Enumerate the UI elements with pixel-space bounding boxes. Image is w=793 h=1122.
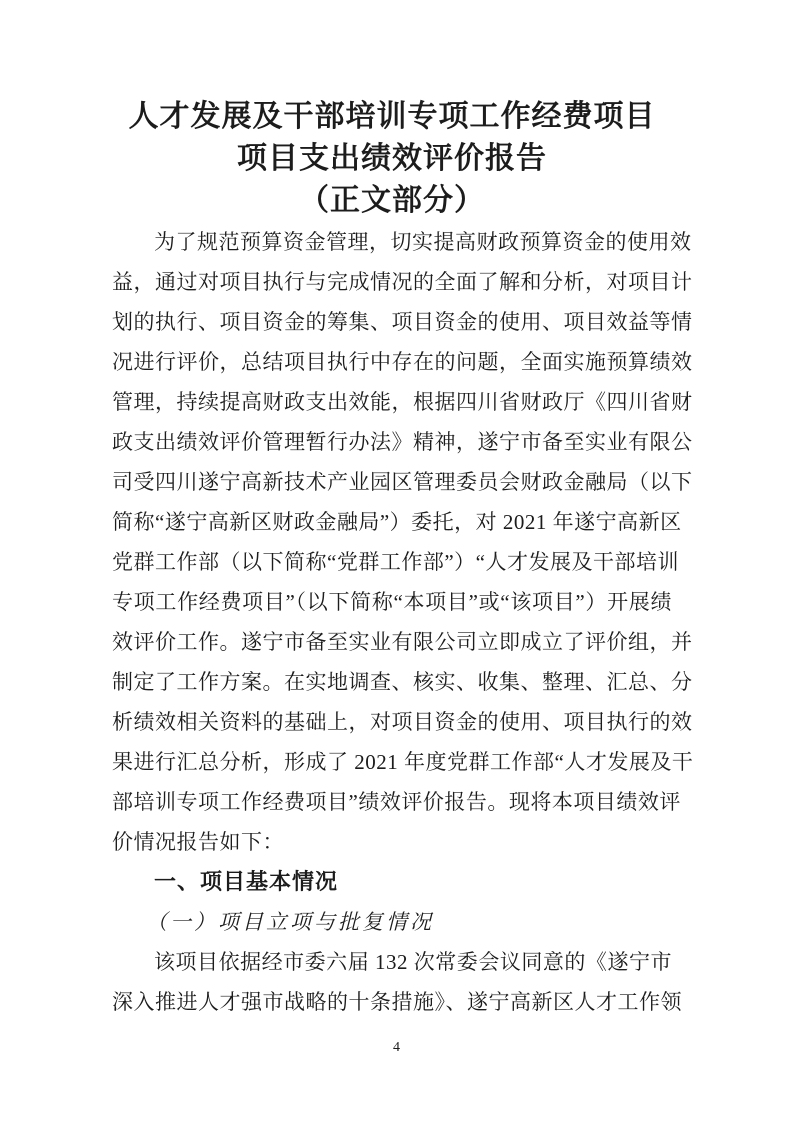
- section-1-1-subheading: （一）项目立项与批复情况: [146, 910, 434, 934]
- page-number: 4: [393, 1040, 400, 1055]
- paragraph-line: 管理，持续提高财政支出效能，根据四川省财政厅《四川省财: [112, 390, 693, 414]
- paragraph-line: 党群工作部（以下简称“党群工作部”）“人才发展及干部培训: [112, 550, 679, 574]
- report-title-line-1: 人才发展及干部培训专项工作经费项目: [128, 100, 656, 133]
- paragraph-line: 司受四川遂宁高新技术产业园区管理委员会财政金融局（以下: [112, 470, 693, 494]
- paragraph-line: 价情况报告如下：: [112, 830, 284, 854]
- paragraph-line: 政支出绩效评价管理暂行办法》精神，遂宁市备至实业有限公: [112, 430, 693, 454]
- paragraph-line: 制定了工作方案。在实地调查、核实、收集、整理、汇总、分: [112, 670, 693, 694]
- paragraph-line: 深入推进人才强市战略的十条措施》、遂宁高新区人才工作领: [112, 990, 682, 1014]
- paragraph-line: 效评价工作。遂宁市备至实业有限公司立即成立了评价组，并: [112, 630, 693, 654]
- paragraph-line: 简称“遂宁高新区财政金融局”）委托，对 2021 年遂宁高新区: [112, 510, 682, 534]
- intro-paragraph: [112, 222, 694, 862]
- paragraph-line: 况进行评价，总结项目执行中存在的问题，全面实施预算绩效: [112, 350, 693, 374]
- section-1-heading: 一、项目基本情况: [154, 869, 339, 894]
- report-title-line-3: （正文部分）: [299, 184, 485, 217]
- paragraph-line: 划的执行、项目资金的筹集、项目资金的使用、项目效益等情: [112, 310, 693, 334]
- paragraph-line: 益，通过对项目执行与完成情况的全面了解和分析，对项目计: [112, 270, 693, 294]
- paragraph-line: 果进行汇总分析，形成了 2021 年度党群工作部“人才发展及干: [112, 750, 694, 774]
- paragraph-line: 该项目依据经市委六届 132 次常委会议同意的《遂宁市: [154, 950, 672, 974]
- paragraph-line: 专项工作经费项目”（以下简称“本项目”或“该项目”）开展绩: [112, 590, 672, 614]
- document-content: [112, 0, 694, 1022]
- report-body: [112, 222, 694, 1022]
- basis-paragraph: [112, 942, 682, 1022]
- paragraph-line: 部培训专项工作经费项目”绩效评价报告。现将本项目绩效评: [112, 790, 681, 814]
- report-title: [112, 0, 672, 222]
- paragraph-line: 析绩效相关资料的基础上，对项目资金的使用、项目执行的效: [112, 710, 693, 734]
- report-title-line-2: 项目支出绩效评价报告: [237, 142, 547, 175]
- paragraph-line: 为了规范预算资金管理，切实提高财政预算资金的使用效: [154, 230, 692, 254]
